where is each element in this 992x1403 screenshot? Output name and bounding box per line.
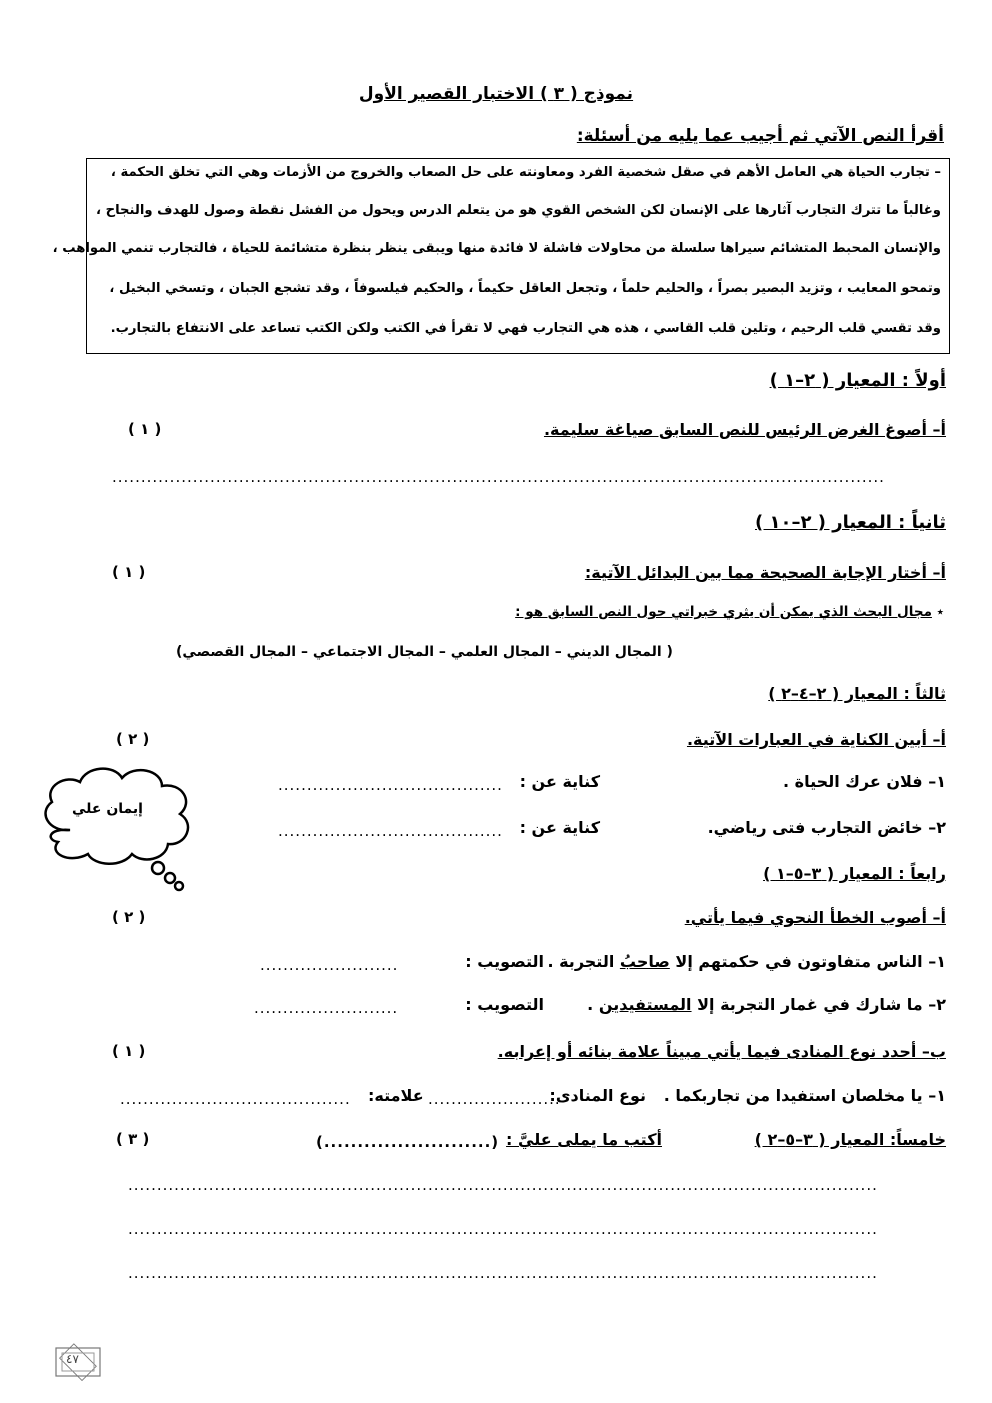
kinaya-label: كناية عن :: [519, 772, 600, 791]
correction-label: التصويب :: [465, 952, 544, 971]
thought-cloud-icon: [30, 760, 200, 895]
vocative-type-label: نوع المنادى:: [549, 1086, 646, 1105]
section2-choices: ( المجال الديني – المجال العلمي – المجال الاجتماعي – المجال القصصي): [176, 644, 673, 660]
vocative-sign-answer[interactable]: ........................................: [120, 1090, 351, 1108]
kinaya-item-2: ٢– خائض التجارب فتى رياضي.: [707, 818, 946, 837]
instruction-heading: أقرأ النص الآتي ثم أجيب عما يليه من أسئلة:: [576, 126, 944, 146]
passage-line: وغالباً ما تترك التجارب آثارها على الإنسان لكن الشخص القوي هو من يتعلم الدرس ويحول من الفشل نقطة وصول للهدف والنجاح ،: [95, 203, 941, 218]
page-number: ٤٧: [66, 1352, 79, 1366]
section5-heading: خامساً: المعيار ( ٣–٥–٢ ): [754, 1130, 946, 1149]
grammar-item-1: [547, 952, 946, 971]
section2-heading: ثانياً : المعيار ( ٢–١٠ ): [755, 512, 946, 533]
kinaya-item-1: ١– فلان عرك الحياة .: [783, 772, 946, 791]
grammar-text: ١– الناس متفاوتون في حكمتهم إلا: [669, 952, 946, 971]
section2-bullet-question: [515, 604, 944, 620]
grammar-error-word: صاحبُ: [619, 952, 670, 971]
dictation-line[interactable]: ..................................................................................................................................: [128, 1176, 878, 1194]
correction-answer[interactable]: .........................: [254, 999, 399, 1017]
section5-mark: ( ٣ ): [116, 1130, 150, 1148]
section1-heading: أولاً : المعيار ( ٢–١ ): [769, 370, 946, 391]
kinaya-answer[interactable]: .......................................: [278, 776, 503, 794]
section3-question: أ– أبين الكناية في العبارات الآتية.: [686, 730, 946, 749]
correction-answer[interactable]: ........................: [260, 956, 399, 974]
section4b-mark: ( ١ ): [112, 1042, 146, 1060]
vocative-sign-label: علامته:: [368, 1086, 424, 1105]
bullet-text: مجال البحث الذي يمكن أن يثري خبراتي حول النص السابق هو :: [515, 604, 932, 620]
answer-line[interactable]: ......................................................................................................................................: [112, 468, 885, 486]
correction-label: التصويب :: [465, 995, 544, 1014]
section2-mark: ( ١ ): [112, 563, 146, 581]
kinaya-label: كناية عن :: [519, 818, 600, 837]
passage-line: والإنسان المحبط المتشائم سيراها سلسلة من محاولات فاشلة لا فائدة منها ويبقى ينظر بنظرة متشائمة للحياة ، فالتجارب تنمي المواهب ،: [52, 241, 941, 256]
grammar-text: .: [587, 995, 599, 1014]
page-title: نموذج ( ٣ ) الاختبار القصير الأول: [358, 84, 634, 104]
passage-line: وتمحو المعايب ، وتزيد البصير بصراً ، والحليم حلماً ، وتجعل العاقل حكيماً ، والحكيم فيلسوفاً ، وقد تشجع الجبان ، وتسخي البخيل ،: [109, 281, 941, 296]
section2-question: أ– أختار الإجابة الصحيحة مما بين البدائل الآتية:: [584, 563, 946, 582]
grammar-item-2: [587, 995, 946, 1014]
dictation-line[interactable]: ..................................................................................................................................: [128, 1220, 878, 1238]
section3-mark: ( ٢ ): [116, 730, 150, 748]
section3-heading: ثالثاً : المعيار ( ٢–٤–٢ ): [768, 684, 946, 703]
bullet-icon: ٭: [936, 604, 944, 620]
cloud-text: إيمان علي: [72, 801, 143, 817]
grammar-error-word: المستفيدين: [598, 995, 692, 1014]
grammar-text: التجربة .: [547, 952, 620, 971]
grammar-text: ٢– ما شارك في غمار التجربة إلا: [691, 995, 946, 1014]
section4-question: أ– أصوب الخطأ النحوي فيما يأتي.: [684, 908, 946, 927]
section4-mark: ( ٢ ): [112, 908, 146, 926]
reading-passage: [52, 158, 950, 354]
passage-line: – تجارب الحياة هي العامل الأهم في صقل شخصية الفرد ومعاونته على حل الصعاب والخروج من الأزمات وهي التي تخلق الحكمة ،: [110, 165, 941, 180]
section4-heading: رابعاً : المعيار ( ٣–٥–١ ): [763, 864, 946, 883]
dictation-blank[interactable]: (.........................): [316, 1133, 500, 1151]
kinaya-answer[interactable]: .......................................: [278, 822, 503, 840]
section4b-question: ب– أحدد نوع المنادى فيما يأتي مبيناً علامة بنائه أو إعرابه.: [497, 1042, 946, 1061]
vocative-type-answer[interactable]: .......................: [428, 1090, 561, 1108]
dictation-line[interactable]: ..................................................................................................................................: [128, 1264, 878, 1282]
section1-mark: ( ١ ): [128, 420, 162, 438]
section1-question: أ– أصوغ الغرض الرئيس للنص السابق صياغة سليمة.: [543, 420, 946, 439]
passage-line: وقد تقسي قلب الرحيم ، وتلين قلب القاسي ، هذه هي التجارب فهي لا تقرأ في الكتب ولكن الكتب تساعد على الانتفاع بالتجارب.: [110, 321, 941, 336]
section5-question: أكتب ما يملى عليَّ :: [506, 1130, 662, 1149]
vocative-item: ١– يا مخلصان استفيدا من تجاربكما .: [663, 1086, 946, 1105]
